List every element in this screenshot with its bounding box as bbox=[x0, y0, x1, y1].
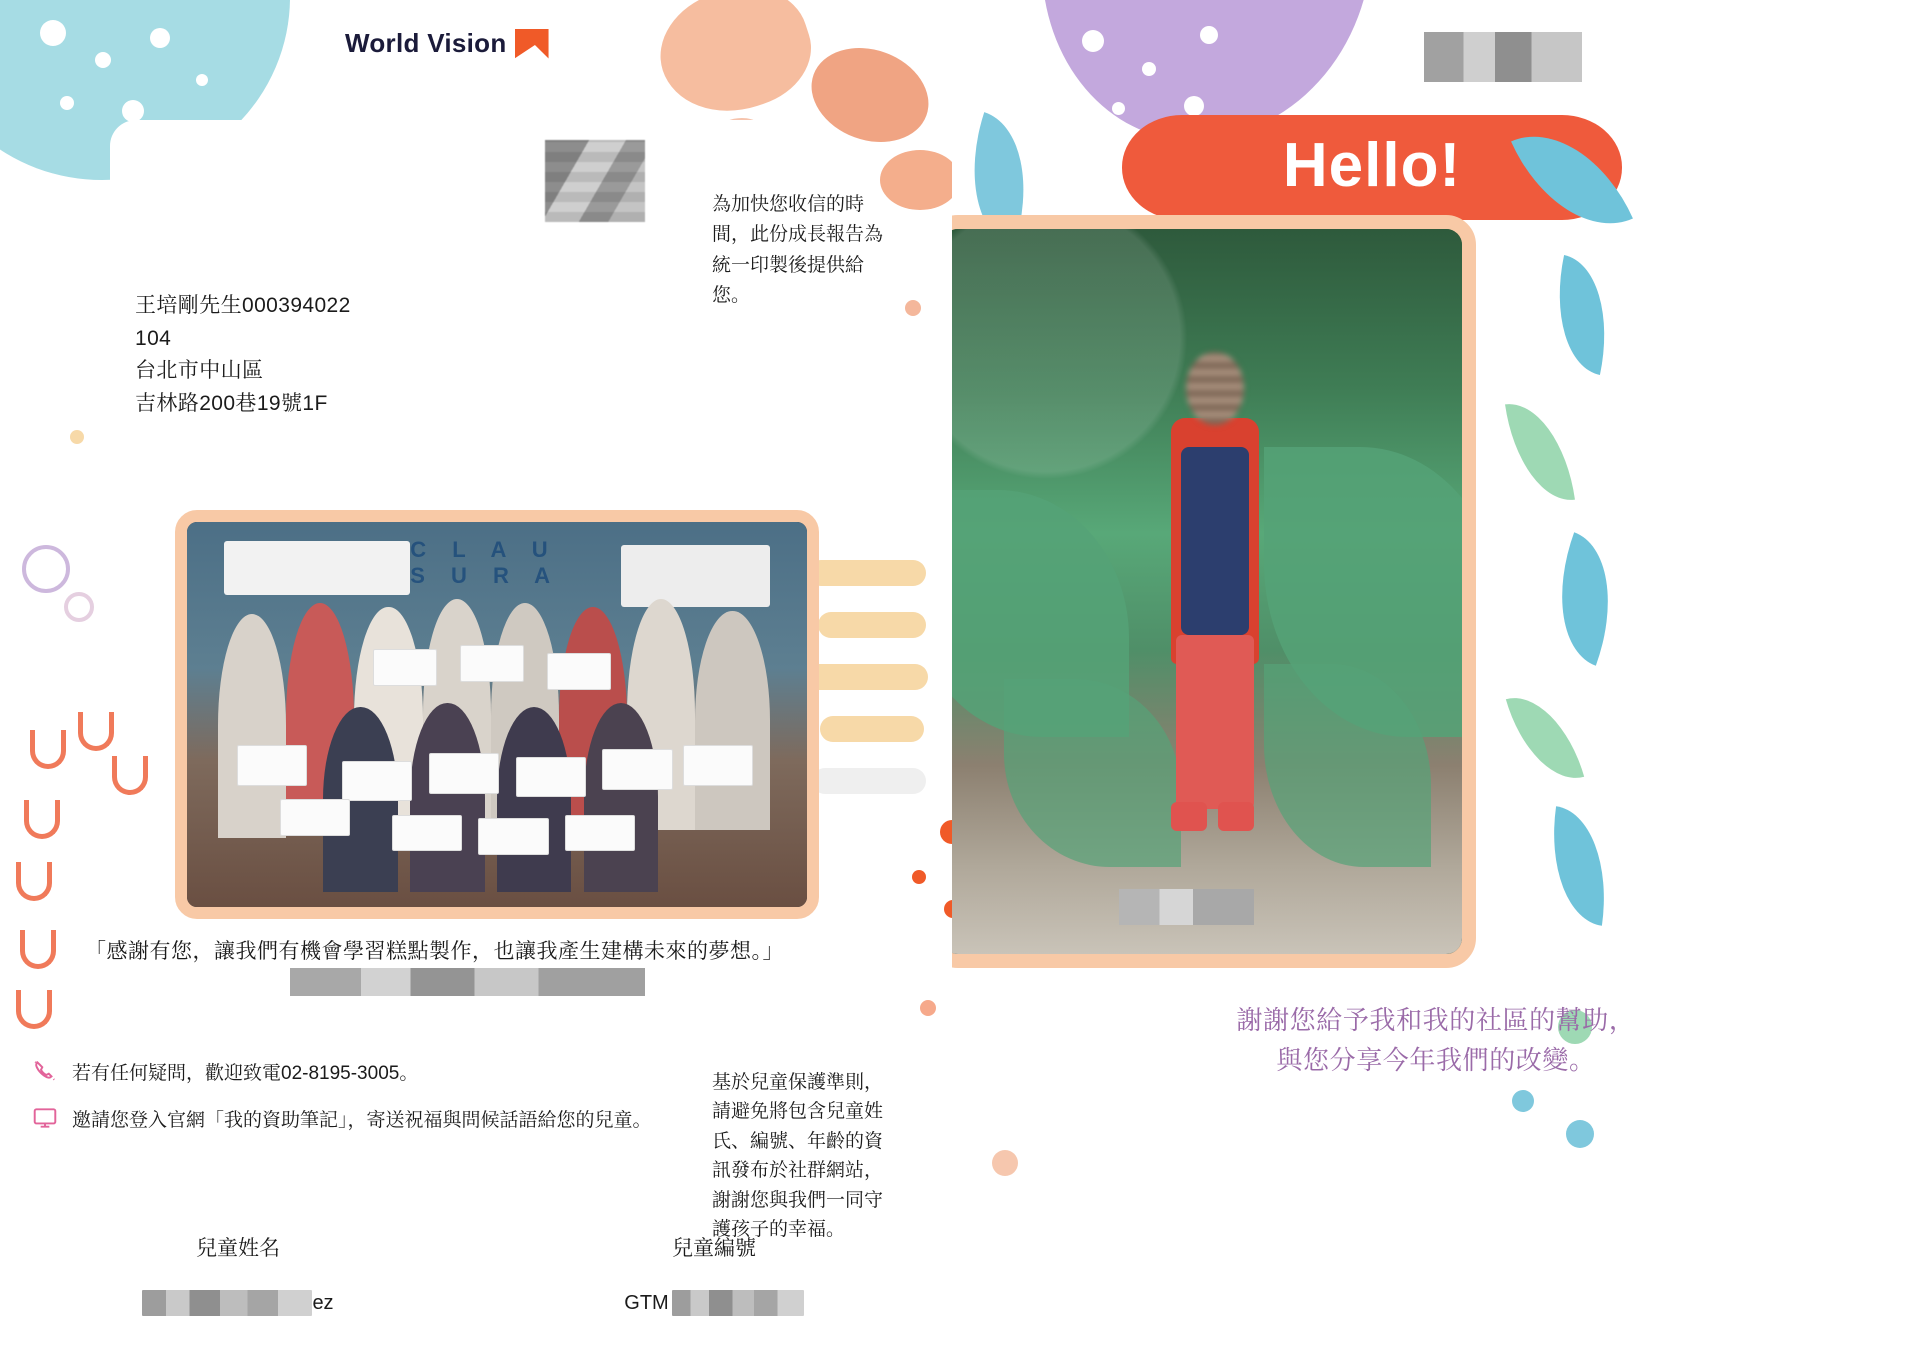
address-line: 台北市中山區 bbox=[135, 359, 264, 383]
ring-decoration bbox=[64, 592, 94, 622]
hello-text: Hello! bbox=[1282, 131, 1462, 200]
child-id-column bbox=[476, 1232, 952, 1316]
child-face-blur bbox=[1186, 352, 1243, 425]
right-page bbox=[952, 0, 1920, 1358]
group-photo bbox=[175, 510, 819, 919]
quote-attribution-redaction bbox=[290, 968, 645, 996]
dot-decoration bbox=[992, 1150, 1018, 1176]
person-figure bbox=[497, 707, 571, 892]
certificate bbox=[280, 799, 350, 836]
address-line: 王培剛先生000394022 bbox=[135, 294, 351, 317]
dot-decoration bbox=[920, 1000, 936, 1016]
print-notice-text: 為加快您收信的時間，此份成長報告為統一印製後提供給您。 bbox=[712, 194, 884, 307]
dot-decoration bbox=[1142, 62, 1156, 76]
certificate bbox=[460, 645, 524, 682]
dot-decoration bbox=[122, 100, 144, 122]
flag-icon bbox=[515, 29, 549, 59]
web-contact-text: 邀請您登入官網「我的資助筆記」，寄送祝福與問候話語給您的兒童。 bbox=[72, 1110, 652, 1131]
child-name-column bbox=[0, 1232, 476, 1316]
dot-decoration bbox=[40, 20, 66, 46]
child-name-redaction bbox=[1119, 889, 1254, 925]
child-shoe bbox=[1171, 802, 1207, 831]
person-figure bbox=[584, 703, 658, 892]
certificate bbox=[602, 749, 672, 790]
phone-icon bbox=[32, 1058, 58, 1084]
dot-decoration bbox=[905, 300, 921, 316]
check-mark-decoration bbox=[78, 712, 114, 751]
dot-decoration bbox=[1184, 96, 1204, 116]
top-right-redaction bbox=[1424, 32, 1582, 82]
child-id-prefix: GTM bbox=[624, 1291, 669, 1314]
child-photo bbox=[952, 215, 1476, 968]
child-legs bbox=[1176, 635, 1254, 809]
child-shoe bbox=[1218, 802, 1254, 831]
postal-stamp-redaction bbox=[545, 140, 645, 222]
phone-contact-row bbox=[32, 1058, 418, 1085]
dot-decoration bbox=[912, 870, 926, 884]
dot-decoration bbox=[1200, 26, 1218, 44]
certificate bbox=[342, 761, 412, 802]
child-name-label: 兒童姓名 bbox=[196, 1237, 280, 1260]
thank-you-message bbox=[952, 1000, 1920, 1081]
peach-blob-decoration bbox=[645, 0, 825, 130]
brand-name: World Vision bbox=[345, 28, 507, 58]
certificate bbox=[547, 653, 611, 690]
check-mark-decoration bbox=[30, 730, 66, 769]
leaf-decoration bbox=[1541, 806, 1618, 926]
leaf-decoration bbox=[1541, 255, 1623, 375]
certificate bbox=[478, 818, 548, 855]
peach-blob-decoration bbox=[798, 32, 942, 158]
child-protection-note: 基於兒童保護準則，請避免將包含兒童姓氏、編號、年齡的資訊發布於社群網站，謝謝您與我們一同守護孩子的幸福。 bbox=[712, 1072, 884, 1241]
child-name-value bbox=[0, 1290, 476, 1316]
check-mark-decoration bbox=[16, 990, 52, 1029]
photo-banner-left bbox=[224, 541, 410, 595]
certificate bbox=[373, 649, 437, 686]
address-line: 吉林路200巷19號1F bbox=[135, 391, 328, 415]
message-line: 謝謝您給予我和我的社區的幫助， bbox=[1236, 1005, 1636, 1035]
child-backpack bbox=[1181, 447, 1249, 636]
dot-decoration bbox=[60, 96, 74, 110]
child-name-redaction bbox=[142, 1290, 312, 1316]
yellow-swatch-decoration bbox=[818, 612, 926, 638]
person-figure bbox=[695, 611, 769, 830]
check-mark-decoration bbox=[20, 930, 56, 969]
dot-decoration bbox=[1566, 1120, 1594, 1148]
child-quote: 「感謝有您，讓我們有機會學習糕點製作，也讓我產生建構未來的夢想。」 bbox=[85, 940, 784, 963]
address-line: 104 bbox=[135, 326, 172, 350]
footer-labels bbox=[0, 1232, 952, 1316]
certificate bbox=[429, 753, 499, 794]
child-name-visible: ez bbox=[312, 1291, 334, 1314]
leaf-decoration bbox=[1505, 397, 1575, 508]
dot-decoration bbox=[1082, 30, 1104, 52]
left-page bbox=[0, 0, 952, 1358]
wall-letters: C L A U S U R A bbox=[410, 537, 561, 589]
dot-decoration bbox=[1512, 1090, 1534, 1112]
world-vision-logo bbox=[345, 28, 549, 59]
certificate bbox=[237, 745, 307, 786]
gray-swatch-decoration bbox=[812, 768, 926, 794]
person-figure bbox=[410, 703, 484, 892]
leaf-decoration bbox=[1534, 532, 1636, 665]
child-id-redaction bbox=[672, 1290, 804, 1316]
monitor-icon bbox=[32, 1105, 58, 1131]
dot-decoration bbox=[944, 900, 952, 918]
web-contact-row bbox=[32, 1105, 692, 1132]
dot-decoration bbox=[150, 28, 170, 48]
leaf-decoration bbox=[1506, 684, 1584, 791]
peach-blob-decoration bbox=[880, 150, 952, 210]
certificate bbox=[683, 745, 753, 786]
check-mark-decoration bbox=[16, 862, 52, 901]
child-id-label: 兒童編號 bbox=[672, 1237, 756, 1260]
person-figure bbox=[218, 614, 286, 837]
recipient-address bbox=[135, 290, 351, 420]
check-mark-decoration bbox=[112, 756, 148, 795]
dot-decoration bbox=[196, 74, 208, 86]
message-line: 與您分享今年我們的改變。 bbox=[1276, 1045, 1596, 1076]
certificate bbox=[565, 815, 635, 852]
phone-contact-text: 若有任何疑問，歡迎致電02-8195-3005。 bbox=[72, 1063, 419, 1084]
yellow-swatch-decoration bbox=[806, 664, 928, 690]
certificate bbox=[392, 815, 462, 852]
dot-decoration bbox=[1112, 102, 1125, 115]
ring-decoration bbox=[22, 545, 70, 593]
dot-decoration bbox=[95, 52, 111, 68]
certificate bbox=[516, 757, 586, 798]
photo-banner-right bbox=[621, 545, 770, 607]
dot-decoration bbox=[940, 820, 952, 844]
dot-decoration bbox=[70, 430, 84, 444]
yellow-swatch-decoration bbox=[808, 560, 926, 586]
child-id-value bbox=[476, 1290, 952, 1316]
check-mark-decoration bbox=[24, 800, 60, 839]
yellow-swatch-decoration bbox=[820, 716, 924, 742]
